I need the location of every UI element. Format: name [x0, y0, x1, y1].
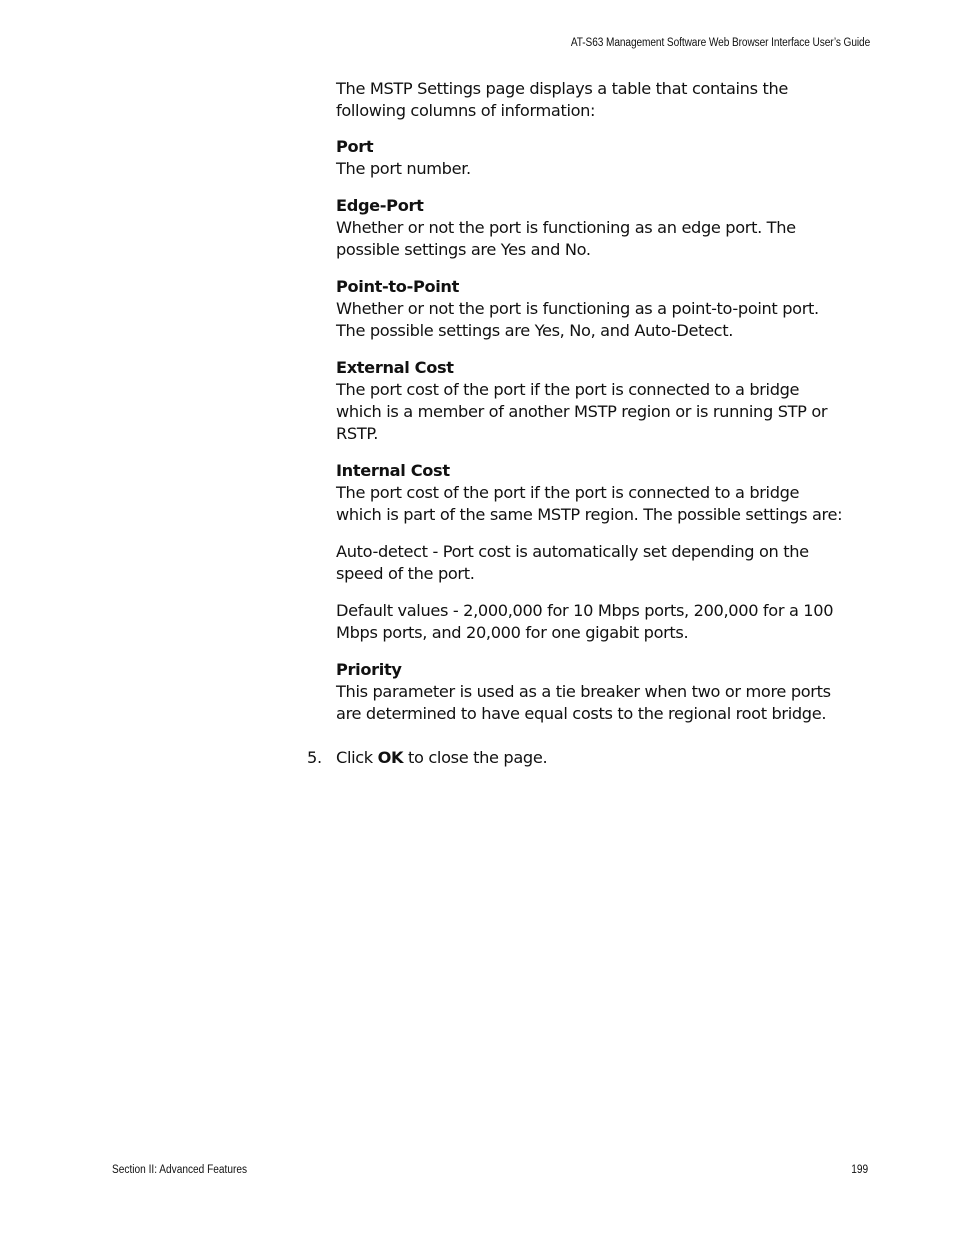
- column-term: Priority: [336, 660, 402, 679]
- procedure-step: [307, 747, 848, 769]
- intro-paragraph: The MSTP Settings page displays a table that contains the following columns of information:: [336, 79, 788, 120]
- column-definition-external-cost: [336, 357, 848, 445]
- step-text-prefix: Click: [336, 748, 378, 767]
- column-definition-port: [336, 136, 848, 180]
- column-description: This parameter is used as a tie breaker when two or more ports are determined to have equal costs to the regional root bridge.: [336, 682, 831, 723]
- column-definition-point-to-point: [336, 276, 848, 342]
- footer-section: Section II: Advanced Features: [112, 1164, 248, 1176]
- column-definition-priority: [336, 659, 848, 725]
- main-content: [307, 78, 848, 769]
- column-description: Whether or not the port is functioning as a point-to-point port. The possible settings are Yes, No, and Auto-Detect.: [336, 299, 819, 340]
- internal-cost-auto-detect-note: Auto-detect - Port cost is automatically set depending on the speed of the port.: [336, 542, 809, 583]
- step-number: 5.: [307, 748, 322, 767]
- column-description: The port cost of the port if the port is connected to a bridge which is a member of another MSTP region or is running STP or RSTP.: [336, 380, 828, 443]
- column-term: Internal Cost: [336, 461, 450, 480]
- step-ok-label: OK: [377, 748, 404, 767]
- column-definition-internal-cost: [336, 460, 848, 644]
- column-term: External Cost: [336, 358, 454, 377]
- column-description: The port cost of the port if the port is connected to a bridge which is part of the same MSTP region. The possible settings are:: [336, 483, 843, 524]
- internal-cost-default-values-note: Default values - 2,000,000 for 10 Mbps ports, 200,000 for a 100 Mbps ports, and 20,000 for one gigabit ports.: [336, 601, 834, 642]
- running-header: AT-S63 Management Software Web Browser Interface User’s Guide: [570, 37, 870, 49]
- column-term: Point-to-Point: [336, 277, 459, 296]
- page-number: 199: [851, 1164, 868, 1176]
- column-term: Edge-Port: [336, 196, 424, 215]
- column-term: Port: [336, 137, 374, 156]
- column-description: The port number.: [336, 159, 471, 178]
- column-description: Whether or not the port is functioning as an edge port. The possible settings are Yes and No.: [336, 218, 796, 259]
- step-text-suffix: to close the page.: [403, 748, 548, 767]
- column-definition-edge-port: [336, 195, 848, 261]
